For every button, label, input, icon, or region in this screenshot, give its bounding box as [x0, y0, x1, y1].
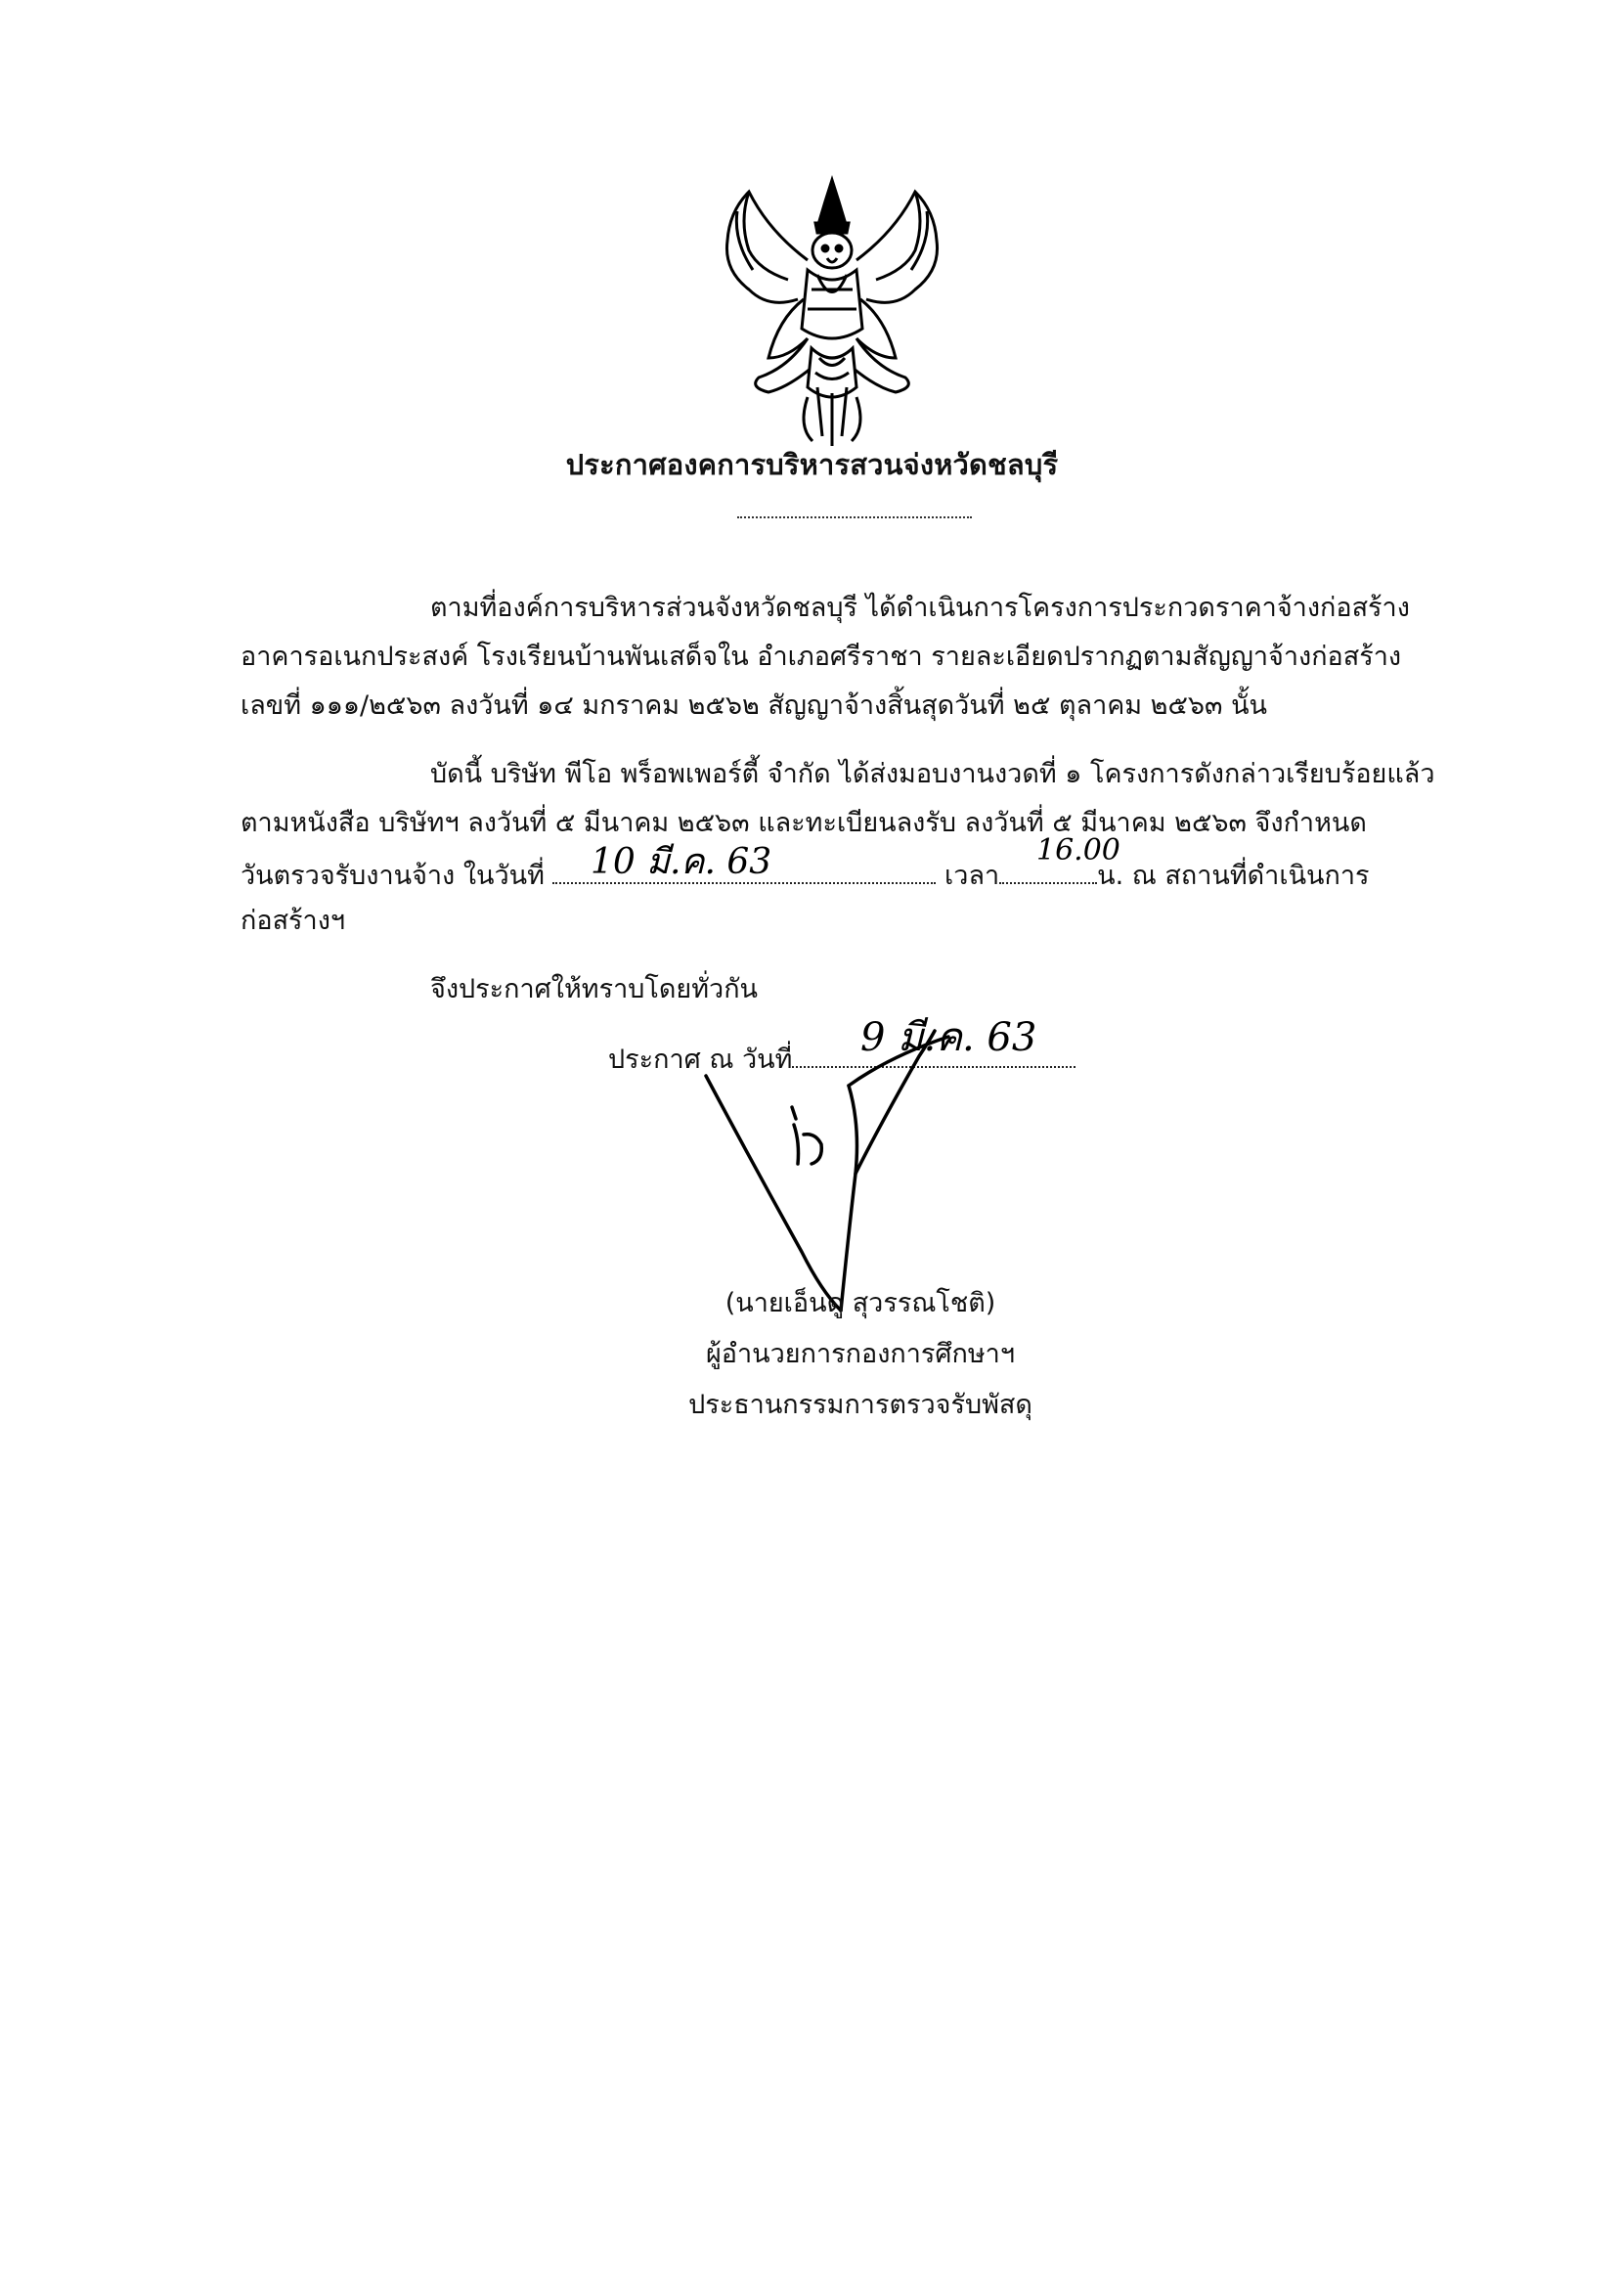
paragraph-2-line-3	[241, 855, 1370, 894]
inspection-date-label: วันตรวจรับงานจ้าง ในวันที่	[241, 861, 553, 891]
paragraph-1-line-1: ตามที่องค์การบริหารส่วนจังหวัดชลบุรี ได้ดำเนินการโครงการประกวดราคาจ้างก่อสร้าง	[430, 593, 1410, 623]
time-label: เวลา	[936, 861, 1000, 891]
paragraph-1-line-3: เลขที่ ๑๑๑/๒๕๖๓ ลงวันที่ ๑๔ มกราคม ๒๕๖๒ สัญญาจ้างสิ้นสุดวันที่ ๒๕ ตุลาคม ๒๕๖๓ นั้น	[241, 690, 1268, 721]
paragraph-2-line-4: ก่อสร้างฯ	[241, 906, 346, 936]
document-title: ประกาศองคการบริหารสวนจ่งหวัดชลบุรี	[565, 448, 1059, 481]
handwritten-inspection-time: 16.00	[1036, 833, 1120, 868]
paragraph-3: จึงประกาศให้ทราบโดยทั่วกัน	[430, 974, 758, 1004]
paragraph-2-line-1: บัดนี้ บริษัท พีโอ พร็อพเพอร์ตี้ จำกัด ได้ส่งมอบงานงวดที่ ๑ โครงการดังกล่าวเรียบร้อยแล้ว	[430, 759, 1435, 789]
paragraph-2-line-2: ตามหนังสือ บริษัทฯ ลงวันที่ ๕ มีนาคม ๒๕๖๓ และทะเบียนลงรับ ลงวันที่ ๕ มีนาคม ๒๕๖๓ จึงกำหนด	[241, 808, 1367, 838]
handwritten-inspection-date: 10 มี.ค. 63	[591, 842, 772, 882]
announce-date-label: ประกาศ ณ วันที่	[608, 1045, 793, 1075]
title-divider	[737, 497, 972, 518]
garuda-emblem-icon	[710, 172, 954, 450]
location-text: น. ณ สถานที่ดำเนินการ	[1097, 861, 1370, 891]
signer-committee-role: ประธานกรรมการตรวจรับพัสดุ	[688, 1390, 1032, 1420]
signer-position: ผู้อำนวยการกองการศึกษาฯ	[705, 1339, 1015, 1369]
handwritten-announce-date: 9 มี.ค. 63	[860, 1015, 1037, 1060]
signer-name: (นายเอ็นดู สุวรรณโชติ)	[724, 1288, 996, 1318]
paragraph-1-line-2: อาคารอเนกประสงค์ โรงเรียนบ้านพันเสด็จใน อำเภอศรีราชา รายละเอียดปรากฏตามสัญญาจ้างก่อสร้าง	[241, 642, 1402, 672]
